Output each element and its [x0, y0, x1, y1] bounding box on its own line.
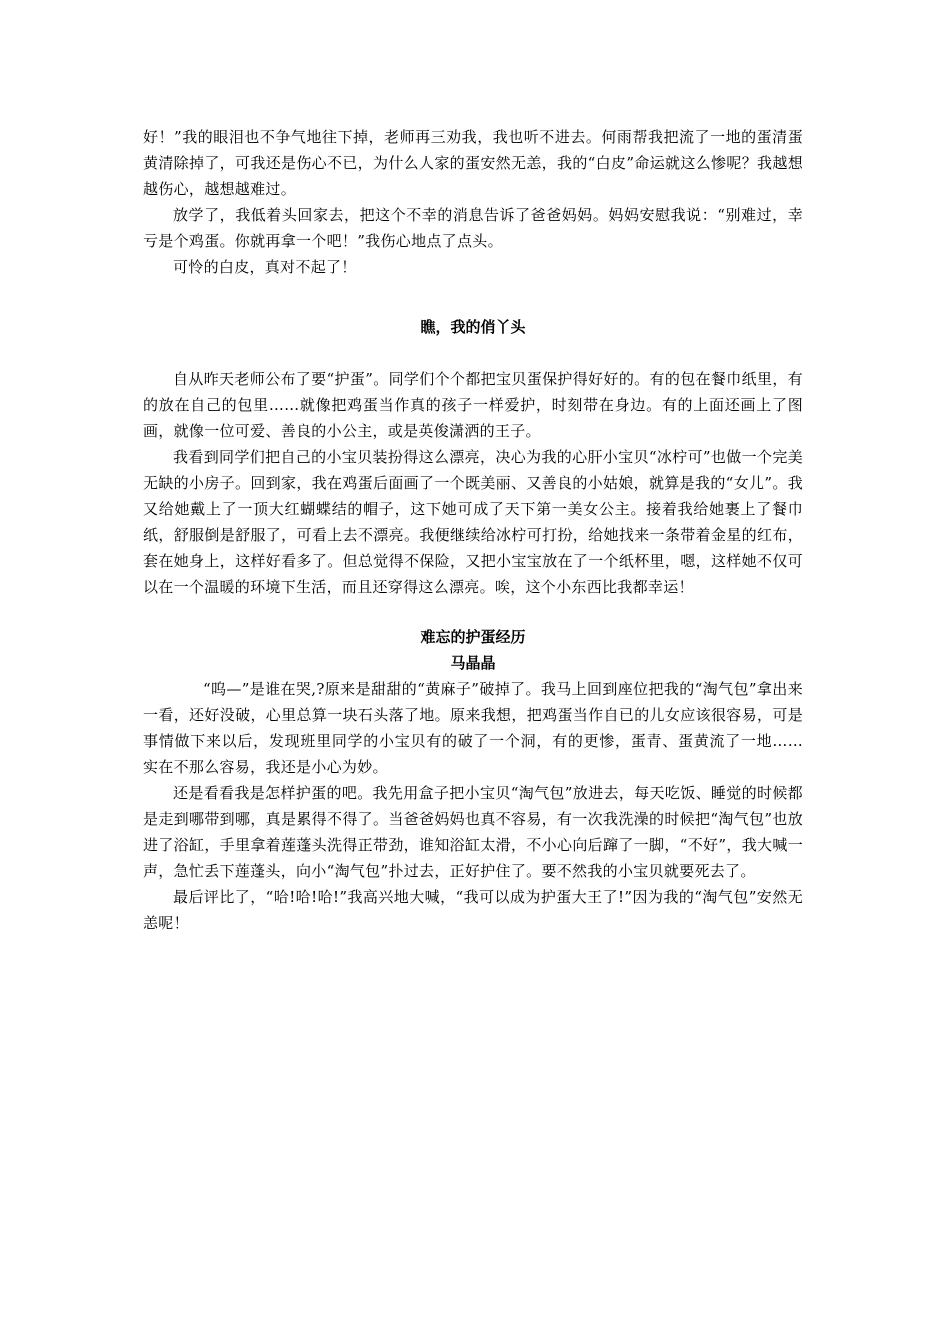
story1-paragraph-3: 可怜的白皮，真对不起了！: [173, 258, 357, 276]
story3-author: 马晶晶: [450, 654, 496, 672]
story3-paragraph-2: 还是看看我是怎样护蛋的吧。我先用盒子把小宝贝“淘气包”放进去，每天吃饭、睡觉的时候都是走到哪带到哪，真是累得不得了。当爸爸妈妈也真不容易，有一次我洗澡的时候把“淘气包”也放进了浴缸，手里拿着莲蓬头洗得正带劲，谁知浴缸太滑，不小心向后蹿了一脚，“不好”，我大喊一声，急忙丢下莲蓬头，向小“淘气包”扑过去，正好护住了。要不然我的小宝贝就要死去了。: [143, 784, 803, 880]
story3-paragraph-1: “呜—”是谁在哭,?原来是甜甜的“黄麻子”破掉了。我马上回到座位把我的“淘气包”拿出来一看，还好没破，心里总算一块石头落了地。原来我想，把鸡蛋当作自已的儿女应该很容易，可是事情做下来以后，发现班里同学的小宝贝有的破了一个洞，有的更惨，蛋青、蛋黄流了一地…… 实在不那么容易，我还是小心为妙。: [143, 680, 819, 776]
document-page: [143, 124, 819, 936]
story2-paragraph-1: 自从昨天老师公布了要“护蛋”。同学们个个都把宝贝蛋保护得好好的。有的包在餐巾纸里，有的放在自己的包里……就像把鸡蛋当作真的孩子一样爱护，时刻带在身边。有的上面还画上了图画，就像一位可爱、善良的小公主，或是英俊潇洒的王子。: [143, 370, 803, 440]
story3-paragraph-3: 最后评比了，“哈!哈!哈!”我高兴地大喊，“我可以成为护蛋大王了!”因为我的“淘气包”安然无恙呢！: [143, 888, 803, 932]
story2-paragraph-2: 我看到同学们把自己的小宝贝装扮得这么漂亮，决心为我的心肝小宝贝“冰柠可”也做一个完美无缺的小房子。回到家，我在鸡蛋后面画了一个既美丽、又善良的小姑娘，就算是我的“女儿”。我又给她戴上了一顶大红蝴蝶结的帽子，这下她可成了天下第一美女公主。接着我给她裹上了餐巾纸，舒服倒是舒服了，可看上去不漂亮。我便继续给冰柠可打扮，给她找来一条带着金星的红布，套在她身上，这样好看多了。但总觉得不保险，又把小宝宝放在了一个纸杯里，嗯，这样她不仅可以在一个温暖的环境下生活，而且还穿得这么漂亮。唉，这个小东西比我都幸运！: [143, 448, 803, 596]
story1-paragraph-1: 好！”我的眼泪也不争气地往下掉，老师再三劝我，我也听不进去。何雨帮我把流了一地的蛋清蛋黄清除掉了，可我还是伤心不已，为什么人家的蛋安然无恙，我的“白皮”命运就这么惨呢？我越想越伤心，越想越难过。: [143, 128, 803, 198]
story2-title: 瞧，我的俏丫头: [420, 318, 526, 336]
story1-paragraph-2: 放学了，我低着头回家去，把这个不幸的消息告诉了爸爸妈妈。妈妈安慰我说：“别难过，幸亏是个鸡蛋。你就再拿一个吧！”我伤心地点了点头。: [143, 206, 803, 250]
story3-title: 难忘的护蛋经历: [420, 628, 526, 646]
